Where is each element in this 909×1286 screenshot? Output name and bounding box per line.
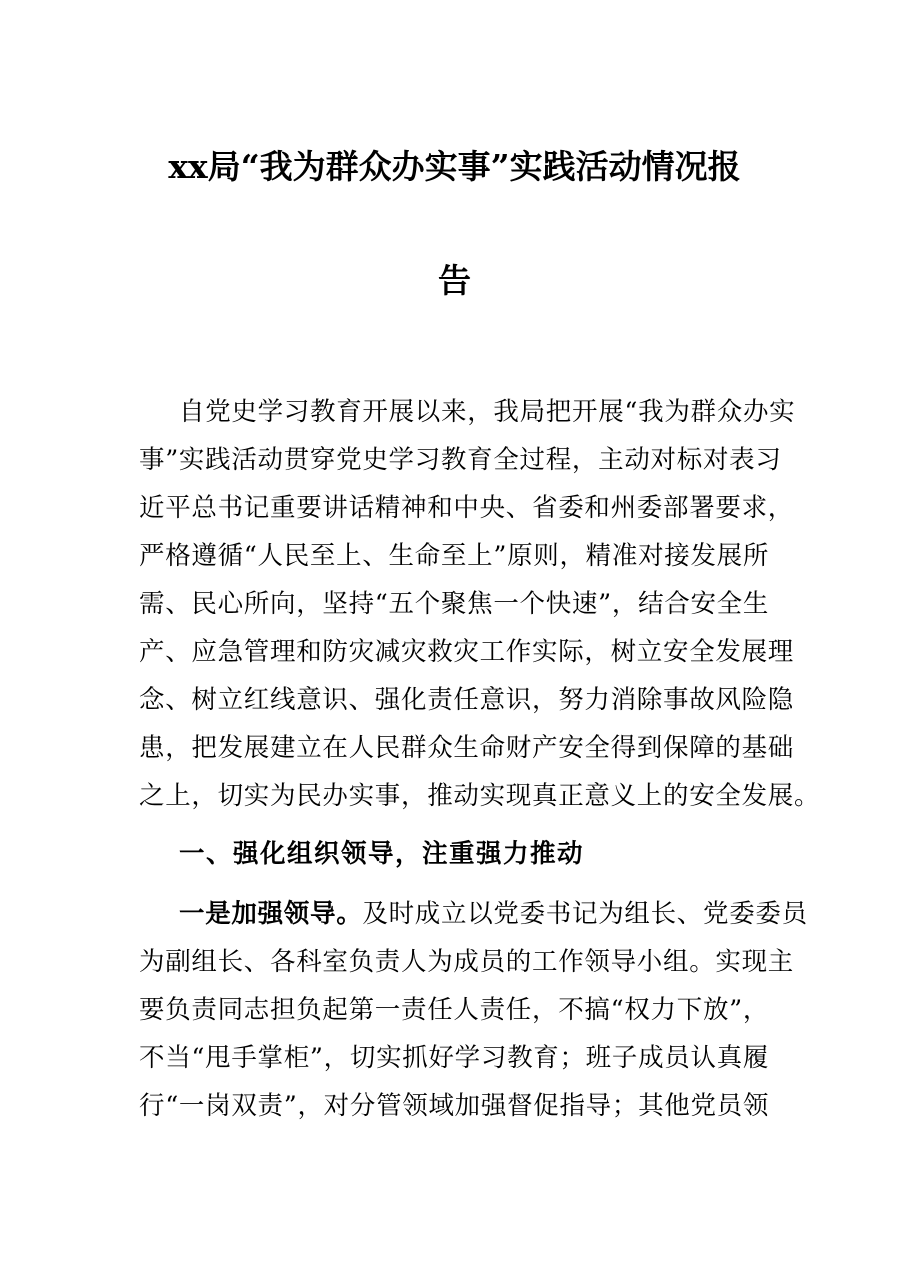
intro-line: 近平总书记重要讲话精神和中央、省委和州委部署要求， (139, 493, 795, 523)
section-line: 不当“甩手掌柜”，切实抓好学习教育；班子成员认真履 (139, 1043, 770, 1073)
section-line: 为副组长、各科室负责人为成员的工作领导小组。实现主 (139, 947, 795, 977)
section-heading: 一、强化组织领导，注重强力推动 (179, 839, 585, 869)
section-lead-bold: 一是加强领导。 (179, 899, 363, 929)
section-paragraph-first-line (179, 898, 819, 930)
intro-line: 之上，切实为民办实事，推动实现真正意义上的安全发展。 (139, 781, 821, 811)
intro-line: 自党史学习教育开展以来，我局把开展“我为群众办实 (179, 397, 796, 427)
intro-line: 念、树立红线意识、强化责任意识，努力消除事故风险隐 (139, 685, 795, 715)
section-line: 行“一岗双责”，对分管领域加强督促指导；其他党员领 (139, 1091, 770, 1121)
intro-line: 事”实践活动贯穿党史学习教育全过程，主动对标对表习 (139, 445, 782, 475)
intro-line: 患，把发展建立在人民群众生命财产安全得到保障的基础 (139, 733, 795, 763)
intro-line: 需、民心所向，坚持“五个聚焦一个快速”，结合安全生 (139, 589, 770, 619)
document-title-line-2: 告 (438, 261, 471, 300)
section-line: 要负责同志担负起第一责任人责任，不搞“权力下放”， (139, 995, 770, 1025)
document-title-line-1: xx局“我为群众办实事”实践活动情况报 (168, 147, 741, 186)
section-line-text: 及时成立以党委书记为组长、党委委员 (362, 899, 808, 929)
intro-line: 产、应急管理和防灾减灾救灾工作实际，树立安全发展理 (139, 637, 795, 667)
intro-line: 严格遵循“人民至上、生命至上”原则，精准对接发展所 (139, 541, 770, 571)
